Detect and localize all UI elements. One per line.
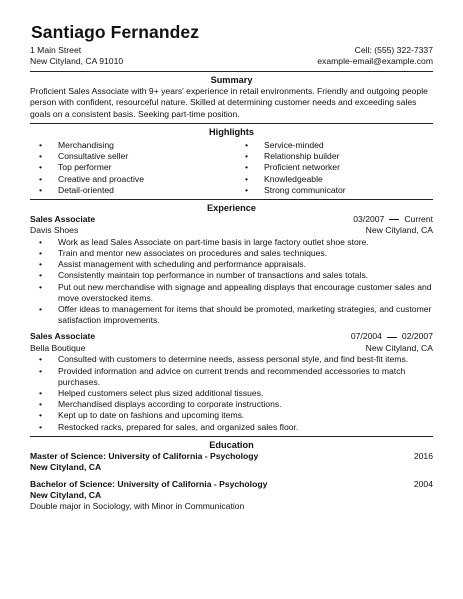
section-divider (30, 123, 433, 124)
duty-item: • Restocked racks, prepared for sales, and organized sales floor. (30, 422, 433, 433)
education-note: Double major in Sociology, with Minor in Communication (30, 501, 245, 512)
section-divider (30, 199, 433, 200)
duty-item: • Put out new merchandise with signage and appealing displays that encourage customer sales and move overstocked items. (30, 282, 433, 304)
date-dash (389, 219, 399, 220)
phone-number: Cell: (555) 322-7337 (354, 45, 433, 55)
highlight-item: • Knowledgeable (236, 174, 346, 185)
school-location: New Cityland, CA (30, 489, 102, 500)
duty-item: • Merchandised displays according to corporate instructions. (30, 399, 433, 410)
highlight-item: • Service-minded (236, 140, 346, 151)
duty-item: • Assist management with scheduling and performance appraisals. (30, 259, 433, 270)
company-name: Davis Shoes (30, 225, 79, 236)
job-entry (30, 331, 433, 432)
contact-info (317, 45, 433, 68)
company-name: Bella Boutique (30, 342, 86, 353)
duty-item: • Consistently maintain top performance in number of transactions and sales totals. (30, 270, 433, 281)
summary-text: Proficient Sales Associate with 9+ years' experience in retail environments. Friendly and outgoing people person with confident, resourceful nature. Skilled at determining customer needs and exceeding sales goals on a consistent basis. Seeking part-time position. (30, 85, 428, 119)
highlight-item: • Detail-oriented (30, 185, 236, 196)
duty-item: • Consulted with customers to determine needs, assess personal style, and find best-fit items. (30, 354, 433, 365)
candidate-name: Santiago Fernandez (31, 22, 200, 42)
degree: Bachelor of Science: University of California - Psychology (30, 478, 268, 489)
job-end-date: Current (404, 214, 433, 225)
duties-list (30, 237, 433, 327)
job-entry (30, 214, 433, 326)
job-start-date: 03/2007 (353, 214, 385, 225)
duty-item: • Offer ideas to management for items that should be promoted, marketing strategies, and customer satisfaction improvements. (30, 304, 433, 326)
section-divider (30, 71, 433, 72)
highlight-item: • Creative and proactive (30, 174, 236, 185)
duty-item: • Helped customers select plus sized additional tissues. (30, 388, 433, 399)
section-divider (30, 436, 433, 437)
job-title: Sales Associate (30, 214, 96, 225)
job-dates (351, 331, 433, 342)
duty-item: • Kept up to date on fashions and upcoming items. (30, 410, 433, 421)
duty-item: • Provided information and advice on current trends and recommended accessories to match purchases. (30, 366, 433, 388)
education-heading: Education (209, 439, 254, 450)
school-location: New Cityland, CA (30, 462, 102, 473)
highlights-heading: Highlights (209, 127, 254, 138)
date-dash (387, 337, 397, 338)
highlights-column-left (30, 140, 236, 196)
job-dates (353, 214, 433, 225)
highlight-item: • Consultative seller (30, 151, 236, 162)
duties-list (30, 354, 433, 432)
address-block (30, 45, 123, 68)
email-address: example-email@example.com (317, 56, 433, 67)
duty-item: • Train and mentor new associates on procedures and sales techniques. (30, 248, 433, 259)
graduation-year: 2004 (413, 478, 433, 489)
highlights-column-right (236, 140, 346, 196)
job-start-date: 07/2004 (350, 331, 382, 342)
highlight-item: • Strong communicator (236, 185, 346, 196)
summary-heading: Summary (210, 74, 253, 85)
city-address: New Cityland, CA 91010 (30, 56, 124, 67)
graduation-year: 2016 (413, 450, 433, 461)
job-title: Sales Associate (30, 331, 96, 342)
highlights-list (30, 140, 433, 196)
contact-block (30, 45, 433, 68)
job-end-date: 02/2007 (401, 331, 433, 342)
highlight-item: • Merchandising (30, 140, 236, 151)
highlight-item: • Relationship builder (236, 151, 346, 162)
education-entry (30, 479, 433, 513)
experience-heading: Experience (206, 203, 257, 214)
degree: Master of Science: University of California - Psychology (30, 450, 259, 461)
education-entry (30, 451, 433, 474)
job-location: New Cityland, CA (365, 225, 433, 236)
street-address: 1 Main Street (30, 45, 82, 55)
highlight-item: • Proficient networker (236, 162, 346, 173)
duty-item: • Work as lead Sales Associate on part-time basis in large factory outlet shoe store. (30, 237, 433, 248)
job-location: New Cityland, CA (365, 342, 433, 353)
highlight-item: • Top performer (30, 162, 236, 173)
